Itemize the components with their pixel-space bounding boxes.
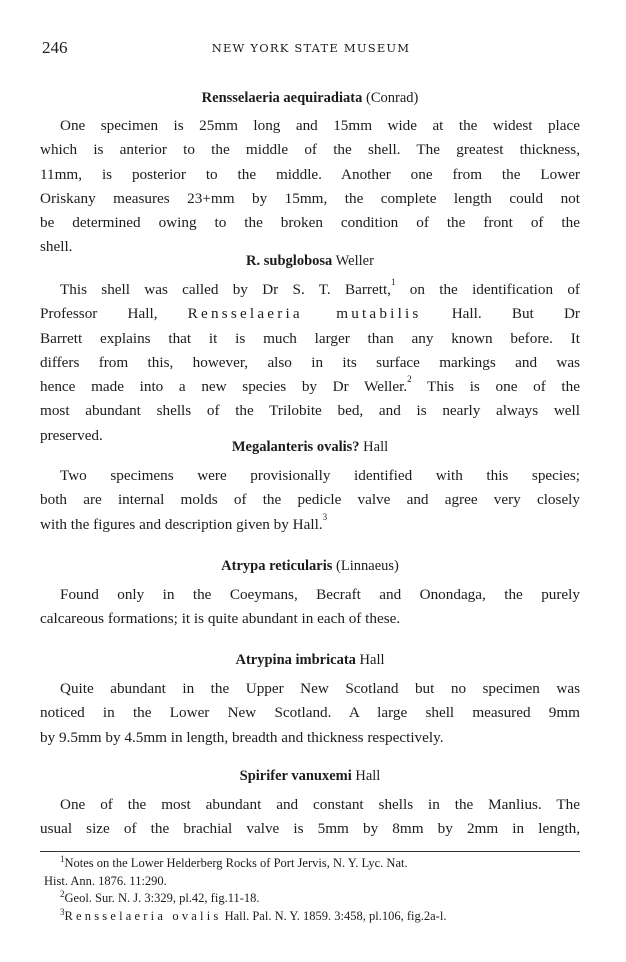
species-name: Atrypina imbricata xyxy=(235,652,356,668)
text-line: shell. xyxy=(40,238,73,256)
text-line: by 9.5mm by 4.5mm in length, breadth and thickness respectively. xyxy=(40,728,444,746)
text-line: 11mm, is posterior to the middle. Another one from the Lower xyxy=(40,165,580,183)
species-name: Rensselaeria aequiradiata xyxy=(201,90,363,106)
section-heading-atrypina-imbricata xyxy=(40,650,580,670)
text-line: noticed in the Lower New Scotland. A large shell measured 9mm xyxy=(40,704,580,722)
running-title: NEW YORK STATE MUSEUM xyxy=(211,41,411,55)
page-number: 246 xyxy=(42,38,68,57)
text-line: Oriskany measures 23+mm by 15mm, the complete length could not xyxy=(40,189,580,207)
text-line: which is anterior to the middle of the shell. The greatest thickness, xyxy=(40,141,580,159)
text-line: both are internal molds of the pedicle valve and agree very closely xyxy=(40,491,580,509)
text-line: hence made into a new species by Dr Weller.$^2$ This is one of the xyxy=(40,374,580,396)
paragraph-megalanteris-ovalis xyxy=(40,464,580,537)
text-line: Quite abundant in the Upper New Scotland but no specimen was xyxy=(60,680,580,697)
footnotes xyxy=(44,855,584,925)
species-author: (Conrad) xyxy=(365,90,419,106)
section-heading-spirifer-vanuxemi xyxy=(40,766,580,786)
section-heading-rensselaeria-aequiradiata xyxy=(40,88,580,108)
paragraph-spirifer-vanuxemi xyxy=(40,793,580,842)
footnote-1-continued: Hist. Ann. 1876. 11:290. xyxy=(44,873,167,888)
text-line: One of the most abundant and constant shells in the Manlius. The xyxy=(60,796,580,813)
paragraph-atrypina-imbricata xyxy=(40,677,580,750)
footnote-divider xyxy=(40,851,580,852)
footnote-3: $^3$Rensselaeria ovalis Hall. Pal. N. Y. 1859. 3:458, pl.106, fig.2a-l. xyxy=(60,906,447,923)
text-line: Professor Hall, Rensselaeria mutabilis Hall. But Dr xyxy=(40,305,580,323)
text-line: calcareous formations; it is quite abundant in each of these. xyxy=(40,610,401,628)
text-line: differs from this, however, also in its surface markings and was xyxy=(40,353,580,371)
text-line: be determined owing to the broken condition of the front of the xyxy=(40,214,580,232)
species-author: (Linnaeus) xyxy=(336,558,399,574)
species-author: Hall xyxy=(359,652,385,668)
species-name-spaced: Rensselaeria ovalis xyxy=(64,908,222,923)
footnote-ref-3: 3 xyxy=(322,511,328,522)
section-heading-r-subglobosa xyxy=(40,251,580,271)
paragraph-atrypa-reticularis xyxy=(40,583,580,632)
footnote-1: $^1$Notes on the Lower Helderberg Rocks of Port Jervis, N. Y. Lyc. Nat. xyxy=(60,854,408,870)
section-heading-megalanteris-ovalis xyxy=(40,437,580,457)
text-line: Barrett explains that it is much larger than any known before. It xyxy=(40,329,580,347)
text-line: with the figures and description given by Hall.$^3$ xyxy=(40,511,328,533)
page-header xyxy=(42,38,580,58)
text-line: Found only in the Coeymans, Becraft and Onondaga, the purely xyxy=(60,586,580,603)
species-author: Hall xyxy=(363,439,389,455)
text-line: This shell was called by Dr S. T. Barrett,$^1$ on the identification of xyxy=(60,277,580,298)
text-line: One specimen is 25mm long and 15mm wide at the widest place xyxy=(60,117,580,134)
section-heading-atrypa-reticularis xyxy=(40,556,580,576)
footnote-ref-2: 2 xyxy=(407,374,412,385)
text-line: preserved. xyxy=(40,426,103,444)
footnote-2: $^2$Geol. Sur. N. J. 3:329, pl.42, fig.11-18. xyxy=(60,889,260,905)
paragraph-rensselaeria-aequiradiata xyxy=(40,114,580,260)
text-line: Two specimens were provisionally identified with this species; xyxy=(60,467,580,484)
paragraph-r-subglobosa xyxy=(40,278,580,448)
species-author: Weller xyxy=(335,253,374,269)
species-name: R. subglobosa xyxy=(246,253,333,269)
text-line: most abundant shells of the Trilobite bed, and is nearly always well xyxy=(40,402,580,420)
species-author: Hall xyxy=(355,768,381,784)
footnote-ref-1: 1 xyxy=(390,277,396,287)
species-name-spaced: Rensselaeria mutabilis xyxy=(187,305,422,323)
species-name: Megalanteris ovalis? xyxy=(231,439,360,455)
species-name: Spirifer vanuxemi xyxy=(239,768,352,784)
species-name: Atrypa reticularis xyxy=(221,558,333,574)
text-line: usual size of the brachial valve is 5mm by 8mm by 2mm in length, xyxy=(40,820,580,838)
